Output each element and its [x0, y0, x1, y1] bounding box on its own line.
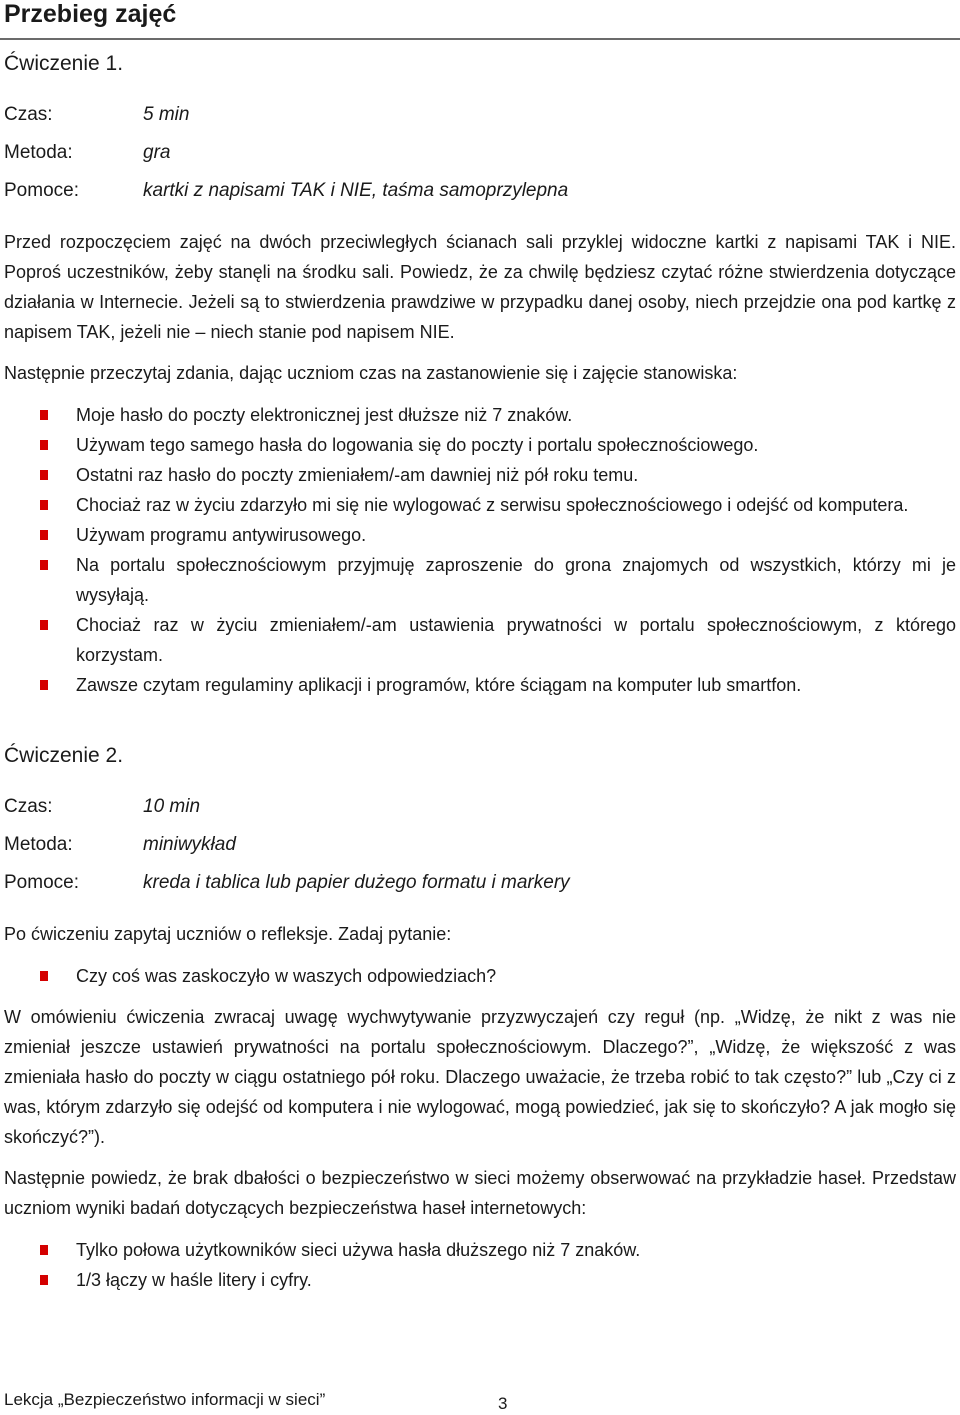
ex1-paragraph-2: Następnie przeczytaj zdania, dając uczniom czas na zastanowienie się i zajęcie stanowiska: [4, 363, 738, 383]
list-item: Na portalu społecznościowym przyjmuję zaproszenie do grona znajomych od wszystkich, którzy mi je wysyłają. [0, 550, 960, 610]
bullet-square-icon [40, 470, 48, 480]
ex2-paragraph-2: W omówieniu ćwiczenia zwracaj uwagę wychwytywanie przyzwyczajeń czy reguł (np. „Widzę, że nikt z was nie zmieniał jeszcze ustawień prywatności na portalu społecznościowym. Dlaczego?”, „Widzę, że większość z was zmieniała hasło do poczty w ciągu ostatniego pół roku. Dlaczego uważacie, że trzeba robić to tak często?” lub „Czy ci z was, którym zdarzyło się odejść od komputera i nie wylogować, mogą powiedzieć, jak się to skończyło? A jak mogło się skończyć?”). [4, 1007, 956, 1147]
ex1-metoda-label: Metoda: [4, 142, 73, 163]
list-item: Moje hasło do poczty elektronicznej jest dłuższe niż 7 znaków. [0, 400, 960, 430]
bullet-square-icon [40, 560, 48, 570]
list-item: Używam programu antywirusowego. [0, 520, 960, 550]
bullet-square-icon [40, 680, 48, 690]
bullet-square-icon [40, 440, 48, 450]
list-item: Tylko połowa użytkowników sieci używa hasła dłuższego niż 7 znaków. [0, 1235, 960, 1265]
ex2-metoda-value: miniwykład [143, 834, 236, 855]
exercise-1-heading: Ćwiczenie 1. [4, 52, 124, 75]
list-item: 1/3 łączy w haśle litery i cyfry. [0, 1265, 960, 1295]
list-item: Ostatni raz hasło do poczty zmieniałem/-am dawniej niż pół roku temu. [0, 460, 960, 490]
list-item: Chociaż raz w życiu zmieniałem/-am ustawienia prywatności w portalu społecznościowym, z którego korzystam. [0, 610, 960, 670]
page-title: Przebieg zajęć [4, 0, 177, 28]
ex1-pomoce-value: kartki z napisami TAK i NIE, taśma samoprzylepna [143, 180, 569, 201]
bullet-square-icon [40, 1275, 48, 1285]
ex2-pomoce-value: kreda i tablica lub papier dużego formatu i markery [143, 872, 570, 893]
footer-lesson-title: Lekcja „Bezpieczeństwo informacji w sieci” [4, 1390, 326, 1409]
list-item: Zawsze czytam regulaminy aplikacji i programów, które ściągam na komputer lub smartfon. [0, 670, 960, 700]
ex1-czas-label: Czas: [4, 104, 53, 125]
title-bar [0, 0, 960, 40]
bullet-square-icon [40, 1245, 48, 1255]
ex2-paragraph-3: Następnie powiedz, że brak dbałości o bezpieczeństwo w sieci możemy obserwować na przykładzie haseł. Przedstaw uczniom wyniki badań dotyczących bezpieczeństwa haseł internetowych: [4, 1168, 956, 1218]
list-item: Chociaż raz w życiu zdarzyło mi się nie wylogować z serwisu społecznościowego i odejść od komputera. [0, 490, 960, 520]
ex2-pomoce-label: Pomoce: [4, 872, 79, 893]
ex2-question-list [0, 961, 960, 991]
ex2-results-list [0, 1235, 960, 1295]
ex1-pomoce-label: Pomoce: [4, 180, 79, 201]
bullet-square-icon [40, 410, 48, 420]
ex1-statement-list [0, 400, 960, 700]
ex2-czas-label: Czas: [4, 796, 53, 817]
ex2-paragraph-1: Po ćwiczeniu zapytaj uczniów o refleksje. Zadaj pytanie: [4, 924, 452, 944]
ex2-metoda-label: Metoda: [4, 834, 73, 855]
exercise-2-heading: Ćwiczenie 2. [4, 744, 124, 767]
bullet-square-icon [40, 971, 48, 981]
page-number: 3 [498, 1394, 508, 1413]
ex1-paragraph-1: Przed rozpoczęciem zajęć na dwóch przeciwległych ścianach sali przyklej widoczne kartki z napisami TAK i NIE. Poproś uczestników, żeby stanęli na środku sali. Powiedz, że za chwilę będziesz czytać różne stwierdzenia dotyczące działania w Internecie. Jeżeli są to stwierdzenia prawdziwe w przypadku danej osoby, niech przejdzie ona pod kartkę z napisem TAK, jeżeli nie – niech stanie pod napisem NIE. [4, 232, 956, 342]
ex1-czas-value: 5 min [143, 104, 190, 125]
bullet-square-icon [40, 530, 48, 540]
bullet-square-icon [40, 620, 48, 630]
list-item: Czy coś was zaskoczyło w waszych odpowiedziach? [0, 961, 960, 991]
ex2-czas-value: 10 min [143, 796, 201, 817]
list-item: Używam tego samego hasła do logowania się do poczty i portalu społecznościowego. [0, 430, 960, 460]
ex1-metoda-value: gra [143, 142, 171, 163]
bullet-square-icon [40, 500, 48, 510]
